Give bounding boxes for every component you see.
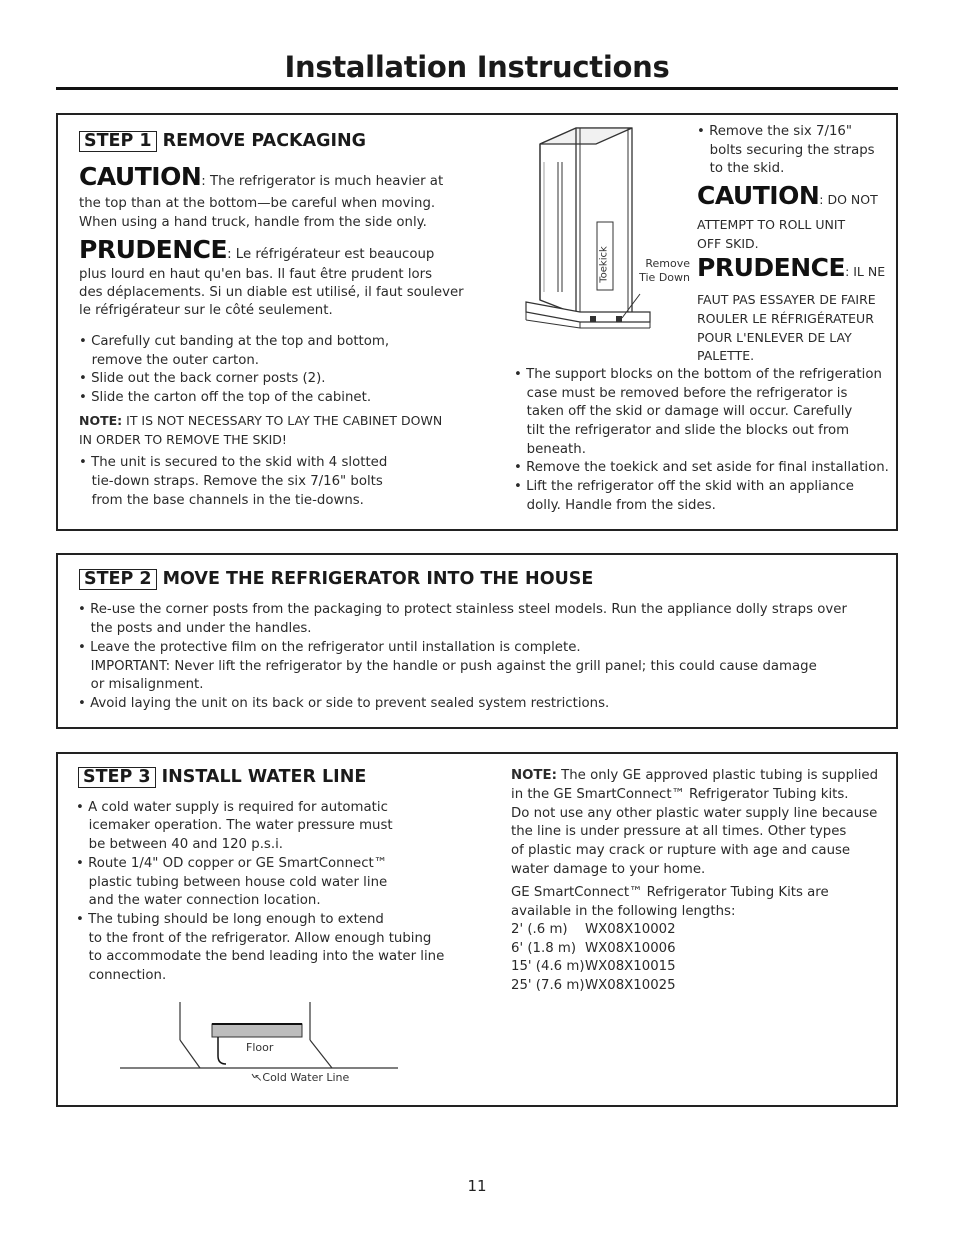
list-item: connection. <box>76 968 167 983</box>
list-item: • The support blocks on the bottom of the refrigeration <box>514 367 882 382</box>
step1-prudence2 <box>697 253 886 282</box>
kit-row <box>511 921 676 940</box>
note-line: water damage to your home. <box>511 862 706 877</box>
list-item: or misalignment. <box>78 677 204 692</box>
caution-line: the top than at the bottom—be careful when moving. <box>79 196 436 211</box>
kit-length: 6' (1.8 m) <box>511 941 577 956</box>
kit-part: WX08X10025 <box>585 978 676 993</box>
step1-heading: REMOVE PACKAGING <box>162 131 367 151</box>
prudence-line: ROULER LE RÉFRIGÉRATEUR <box>697 311 874 326</box>
list-item: taken off the skid or damage will occur. Carefully <box>514 404 853 419</box>
list-item: • Remove the six 7/16" <box>697 124 852 139</box>
prudence-line: POUR L'ENLEVER DE LAY <box>697 330 852 345</box>
note-label: NOTE: <box>511 768 557 783</box>
remove-label-line: Remove <box>645 257 690 270</box>
kit-part: WX08X10006 <box>585 941 676 956</box>
toekick-label-wrap <box>597 242 611 290</box>
note-line: of plastic may crack or rupture with age and cause <box>511 843 851 858</box>
kit-row <box>511 940 676 959</box>
caution-text: : DO NOT <box>819 192 878 207</box>
step3-heading: INSTALL WATER LINE <box>161 767 367 787</box>
list-item: case must be removed before the refrigerator is <box>514 386 848 401</box>
list-item: the posts and under the handles. <box>78 621 312 636</box>
caution-line: When using a hand truck, handle from the side only. <box>79 215 427 230</box>
prudence-text: : Le réfrigérateur est beaucoup <box>227 247 435 262</box>
list-item: • Route 1/4" OD copper or GE SmartConnect™ <box>76 856 388 871</box>
list-item: tie-down straps. Remove the six 7/16" bolts <box>79 474 383 489</box>
step1-prudence <box>79 235 435 265</box>
prudence-line: le réfrigérateur sur le côté seulement. <box>79 303 333 318</box>
note-line: in the GE SmartConnect™ Refrigerator Tubing kits. <box>511 787 849 802</box>
step1-caution2 <box>697 181 878 210</box>
step1-note <box>79 412 442 431</box>
arrow-icon: ↖ <box>254 1073 263 1084</box>
list-item: • Carefully cut banding at the top and bottom, <box>79 334 390 349</box>
list-item: remove the outer carton. <box>79 353 260 368</box>
note-line: IN ORDER TO REMOVE THE SKID! <box>79 432 287 447</box>
note-text: IT IS NOT NECESSARY TO LAY THE CABINET DOWN <box>122 413 443 428</box>
note-line: the line is under pressure at all times. Other types <box>511 824 847 839</box>
cold-water-label <box>254 1071 349 1084</box>
refrigerator-skid-diagram <box>520 122 695 347</box>
prudence-line: PALETTE. <box>697 348 755 363</box>
prudence-text: : IL NE <box>845 264 886 279</box>
kit-row <box>511 977 676 996</box>
kits-line: GE SmartConnect™ Refrigerator Tubing Kits are <box>511 885 829 900</box>
remove-tiedown-label <box>632 257 690 285</box>
page-number: 11 <box>467 1177 487 1195</box>
list-item: IMPORTANT: Never lift the refrigerator by the handle or push against the grill panel; this could cause damage <box>78 659 817 674</box>
prudence-line: FAUT PAS ESSAYER DE FAIRE <box>697 292 876 307</box>
list-item: be between 40 and 120 p.s.i. <box>76 837 283 852</box>
list-item: icemaker operation. The water pressure must <box>76 818 393 833</box>
water-line-diagram <box>118 998 400 1078</box>
prudence-line: des déplacements. Si un diable est utilisé, il faut soulever <box>79 285 464 300</box>
list-item: to the front of the refrigerator. Allow enough tubing <box>76 931 432 946</box>
list-item: • A cold water supply is required for automatic <box>76 800 388 815</box>
note-label: NOTE: <box>79 413 123 428</box>
step3-header <box>78 767 366 788</box>
kit-row <box>511 958 676 977</box>
kit-length: 25' (7.6 m) <box>511 978 585 993</box>
step2-tag: STEP 2 <box>79 569 157 590</box>
prudence-word: PRUDENCE <box>697 253 846 282</box>
prudence-line: plus lourd en haut qu'en bas. Il faut être prudent lors <box>79 267 433 282</box>
kit-length: 15' (4.6 m) <box>511 959 585 974</box>
kit-part: WX08X10015 <box>585 959 676 974</box>
caution-line: ATTEMPT TO ROLL UNIT <box>697 217 846 232</box>
note-text: The only GE approved plastic tubing is supplied <box>556 768 879 783</box>
list-item: tilt the refrigerator and slide the blocks out from <box>514 423 850 438</box>
list-item: • Slide the carton off the top of the cabinet. <box>79 390 372 405</box>
kit-part: WX08X10002 <box>585 922 676 937</box>
page-title: Installation Instructions <box>284 50 670 84</box>
list-item: and the water connection location. <box>76 893 321 908</box>
list-item: dolly. Handle from the sides. <box>514 498 716 513</box>
step1-tag: STEP 1 <box>79 131 157 152</box>
caution-text: : The refrigerator is much heavier at <box>201 174 444 189</box>
list-item: • Re-use the corner posts from the packaging to protect stainless steel models. Run the appliance dolly straps over <box>78 602 847 617</box>
list-item: to the skid. <box>697 161 785 176</box>
kits-line: available in the following lengths: <box>511 904 736 919</box>
caution-line: OFF SKID. <box>697 236 759 251</box>
list-item: • Lift the refrigerator off the skid with an appliance <box>514 479 854 494</box>
step1-header <box>79 131 366 152</box>
list-item: • The tubing should be long enough to extend <box>76 912 384 927</box>
cold-water-label-text: Cold Water Line <box>262 1071 350 1084</box>
list-item: • The unit is secured to the skid with 4 slotted <box>79 455 388 470</box>
kit-length: 2' (.6 m) <box>511 922 568 937</box>
caution-word: CAUTION <box>697 181 820 210</box>
floor-label: Floor <box>246 1041 274 1054</box>
caution-word: CAUTION <box>79 162 202 191</box>
list-item: • Leave the protective film on the refrigerator until installation is complete. <box>78 640 581 655</box>
list-item: • Avoid laying the unit on its back or side to prevent sealed system restrictions. <box>78 696 610 711</box>
toekick-label: Toekick <box>598 246 610 283</box>
step2-heading: MOVE THE REFRIGERATOR INTO THE HOUSE <box>162 569 594 589</box>
note-line: Do not use any other plastic water supply line because <box>511 806 878 821</box>
list-item: from the base channels in the tie-downs. <box>79 493 364 508</box>
step2-header <box>79 569 593 590</box>
prudence-word: PRUDENCE <box>79 235 228 264</box>
list-item: beneath. <box>514 442 586 457</box>
list-item: to accommodate the bend leading into the water line <box>76 949 445 964</box>
title-rule <box>56 87 898 90</box>
list-item: bolts securing the straps <box>697 143 875 158</box>
list-item: • Slide out the back corner posts (2). <box>79 371 326 386</box>
list-item: plastic tubing between house cold water line <box>76 875 388 890</box>
step3-tag: STEP 3 <box>78 767 156 788</box>
step1-caution <box>79 162 444 192</box>
list-item: • Remove the toekick and set aside for final installation. <box>514 460 889 475</box>
step3-note <box>511 767 878 786</box>
remove-label-line: Tie Down <box>639 271 690 284</box>
